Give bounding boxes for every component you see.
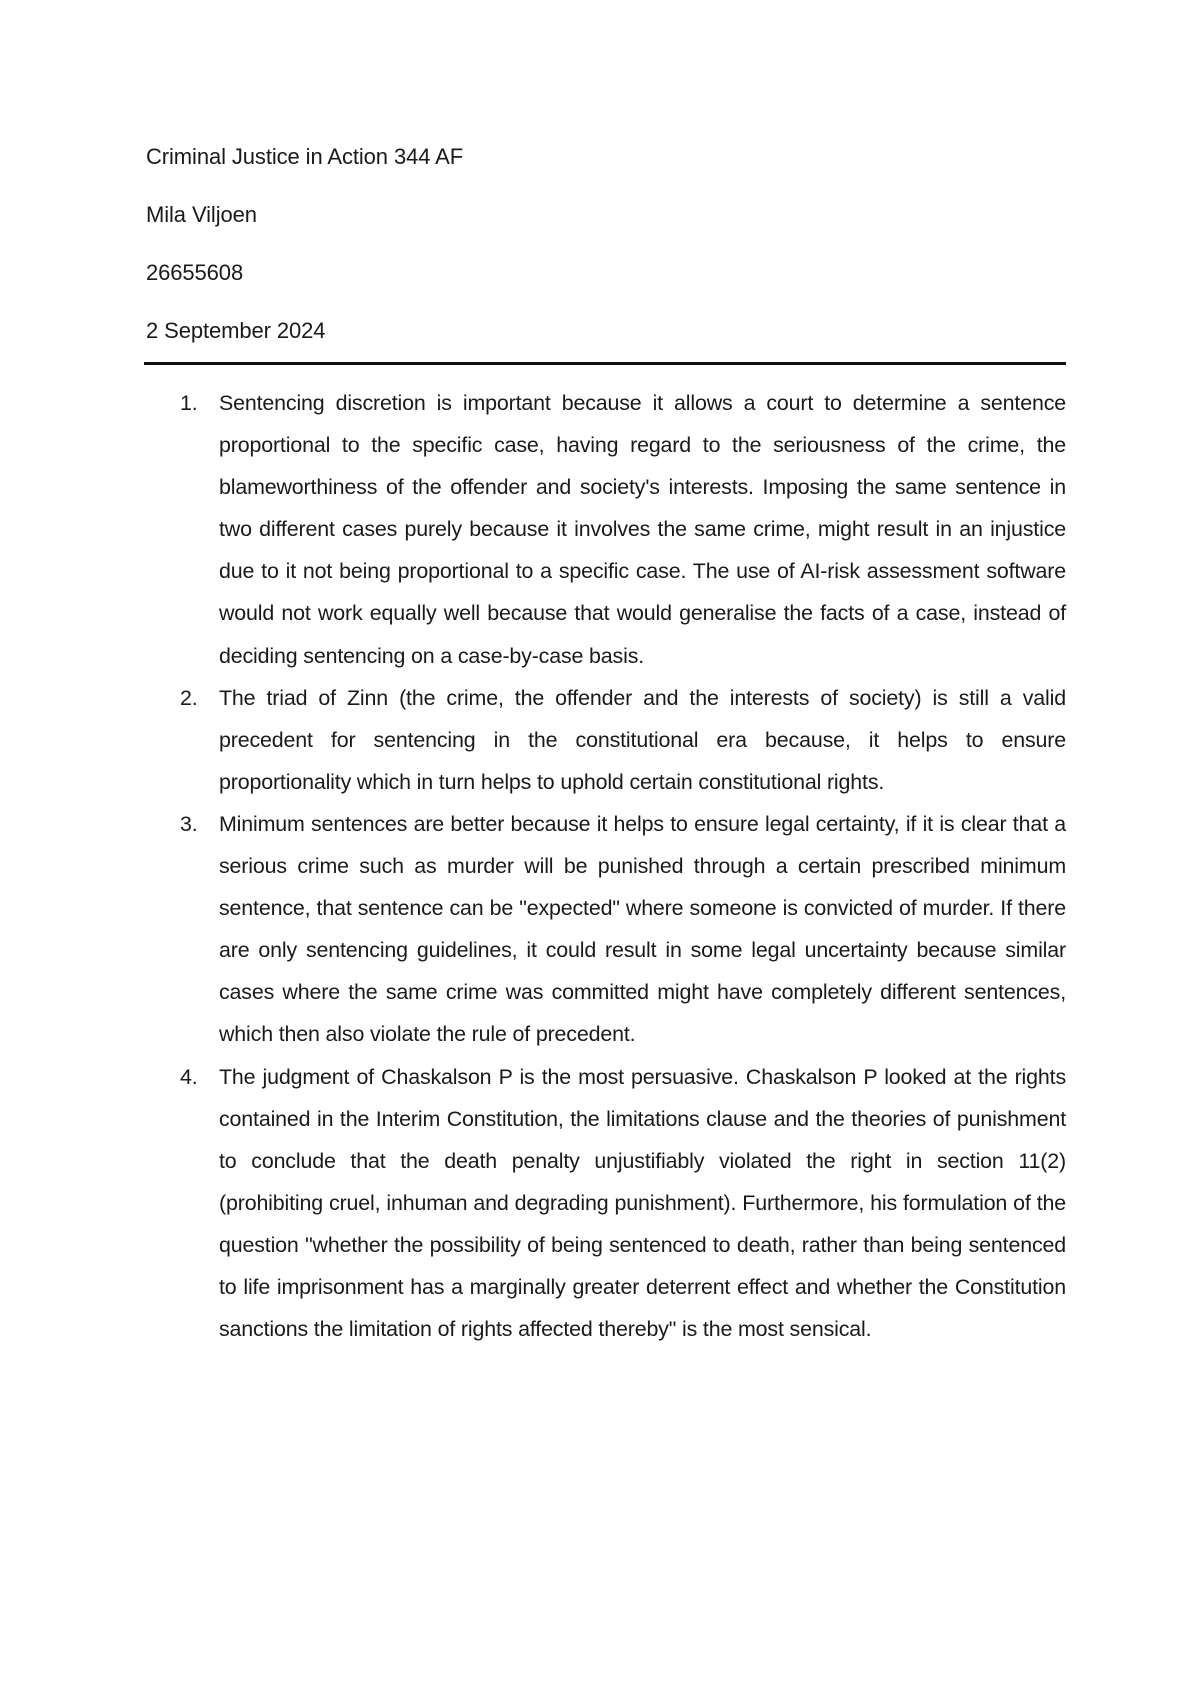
answer-text: Minimum sentences are better because it helps to ensure legal certainty, if it is clear that a serious crime such as murder will be punished through a certain prescribed minimum sentence, that sentence can be "expected" where someone is convicted of murder. If there are only sentencing guidelines, it could result in some legal uncertainty because similar cases where the same crime was committed might have completely different sentences, which then also violate the rule of precedent. — [219, 811, 1066, 1047]
answer-list — [146, 382, 1066, 1350]
answer-number: 4. — [180, 1064, 198, 1089]
document-header — [146, 142, 1066, 374]
student-number: 26655608 — [146, 260, 244, 285]
course-title: Criminal Justice in Action 344 AF — [146, 144, 464, 169]
student-name: Mila Viljoen — [146, 202, 257, 227]
answer-number: 3. — [180, 811, 198, 836]
answer-item — [146, 677, 1066, 803]
answer-text: Sentencing discretion is important because it allows a court to determine a sentence proportional to the specific case, having regard to the seriousness of the crime, the blameworthiness of the offender and society's interests. Imposing the same sentence in two different cases purely because it involves the same crime, might result in an injustice due to it not being proportional to a specific case. The use of AI-risk assessment software would not work equally well because that would generalise the facts of a case, instead of deciding sentencing on a case-by-case basis. — [219, 391, 1066, 668]
answer-number: 2. — [180, 685, 198, 710]
answer-text: The judgment of Chaskalson P is the most persuasive. Chaskalson P looked at the rights contained in the Interim Constitution, the limitations clause and the theories of punishment to conclude that the death penalty unjustifiably violated the right in section 11(2) (prohibiting cruel, inhuman and degrading punishment). Furthermore, his formulation of the question "whether the possibility of being sentenced to death, rather than being sentenced to life imprisonment has a marginally greater deterrent effect and whether the Constitution sanctions the limitation of rights affected thereby" is the most sensical. — [219, 1064, 1066, 1342]
header-divider — [144, 362, 1066, 365]
answer-text: The triad of Zinn (the crime, the offender and the interests of society) is still a valid precedent for sentencing in the constitutional era because, it helps to ensure proportionality which in turn helps to uphold certain constitutional rights. — [219, 685, 1066, 794]
answer-number: 1. — [180, 391, 198, 415]
answer-item — [146, 1056, 1066, 1351]
submission-date: 2 September 2024 — [146, 318, 326, 343]
answer-item — [146, 803, 1066, 1056]
answer-item — [146, 382, 1066, 677]
